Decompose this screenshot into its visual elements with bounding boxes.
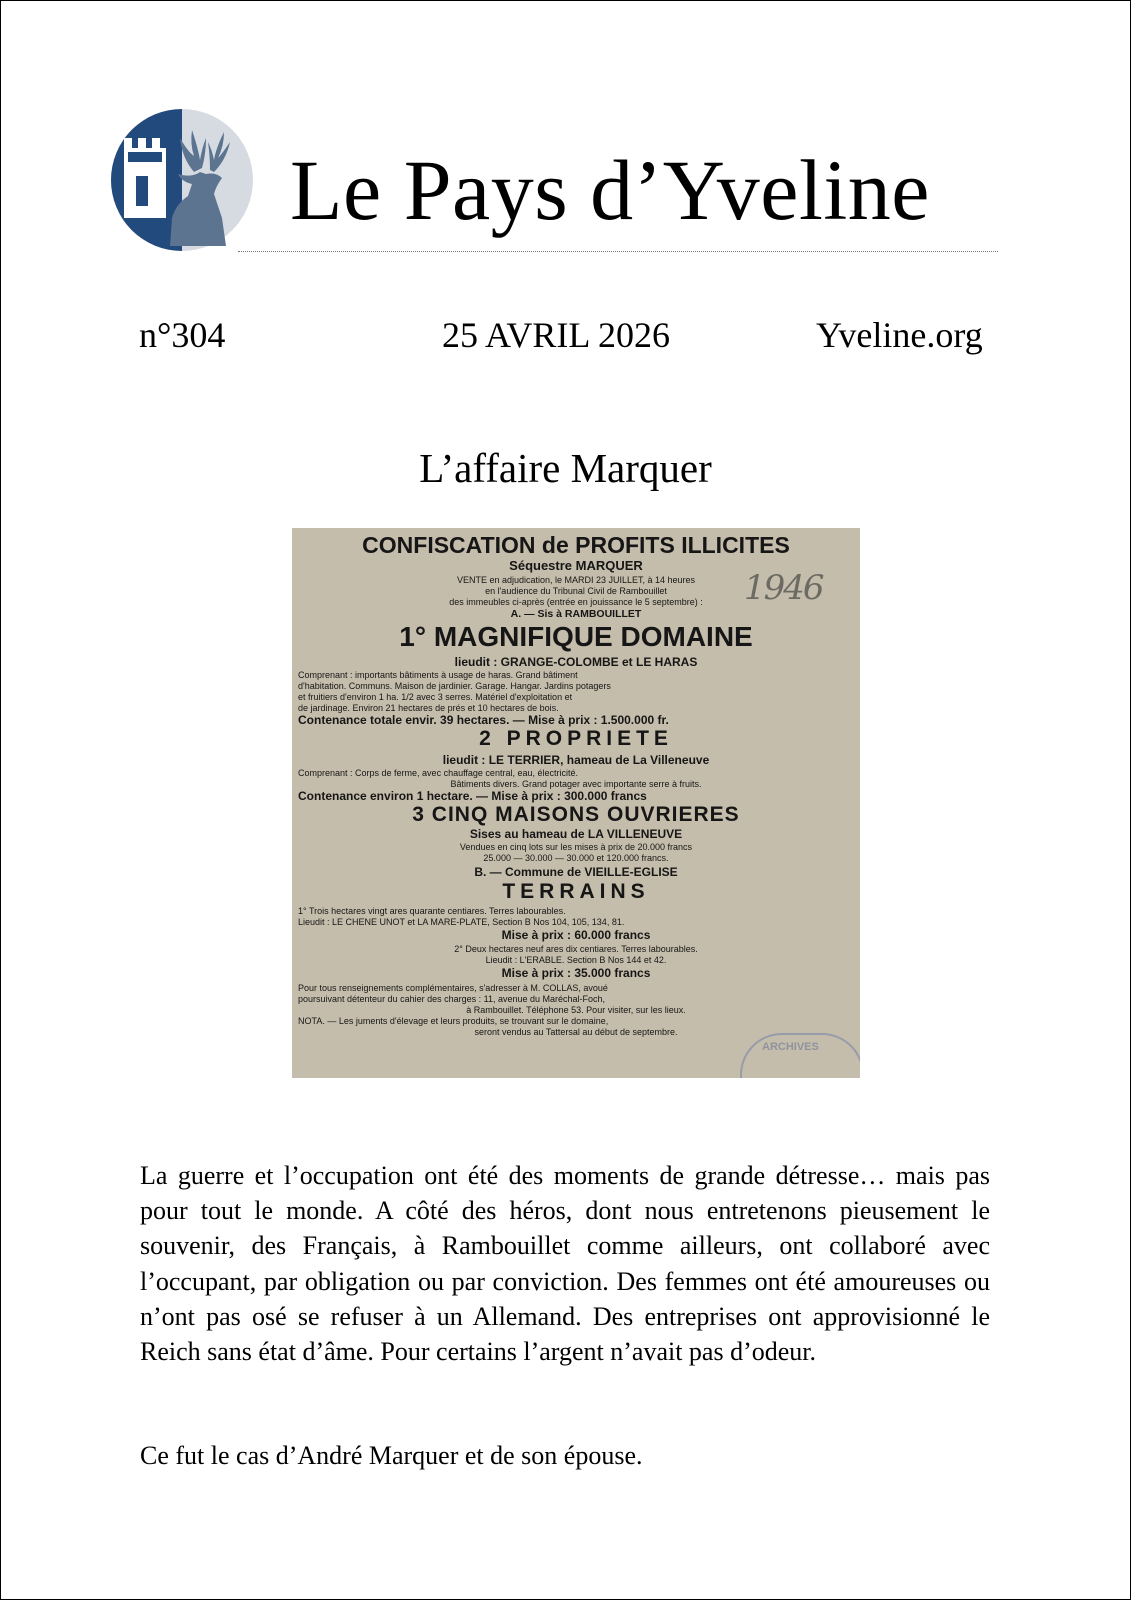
clipping-line: des immeubles ci-après (entrée en jouissance le 5 septembre) : (449, 597, 703, 607)
clipping-line: à Rambouillet. Téléphone 53. Pour visiter, sur les lieux. (466, 1005, 686, 1015)
clipping-line: lieudit : LE TERRIER, hameau de La Villeneuve (442, 753, 710, 767)
clipping-line: 3 CINQ MAISONS OUVRIERES (412, 803, 740, 826)
clipping-line: Mise à prix : 60.000 francs (501, 928, 651, 942)
clipping-line: Sises au hameau de LA VILLENEUVE (469, 827, 683, 841)
clipping-line: Pour tous renseignements complémentaires, s'adresser à M. COLLAS, avoué (298, 983, 608, 993)
clipping-line: Bâtiments divers. Grand potager avec importante serre à fruits. (450, 779, 702, 789)
clipping-line: 1° MAGNIFIQUE DOMAINE (399, 621, 753, 652)
masthead-title: Le Pays d’Yveline (290, 142, 930, 238)
clipping-line: lieudit : GRANGE-COLOMBE et LE HARAS (454, 655, 698, 669)
clipping-line: Lieudit : L'ERABLE. Section B Nos 144 et 42. (485, 955, 667, 965)
clipping-line: d'habitation. Communs. Maison de jardinier. Garage. Hangar. Jardins potagers (298, 681, 611, 691)
clipping-line: seront vendus au Tattersal au début de septembre. (474, 1027, 678, 1037)
clipping-line: A. — Sis à RAMBOUILLET (510, 608, 642, 620)
clipping-line: NOTA. — Les juments d'élevage et leurs produits, se trouvant sur le domaine, (298, 1016, 609, 1026)
clipping-line: 25.000 — 30.000 — 30.000 et 120.000 francs. (483, 853, 669, 863)
clipping-line: VENTE en adjudication, le MARDI 23 JUILLET, à 14 heures (456, 575, 696, 585)
clipping-line: de jardinage. Environ 21 hectares de prés et 10 hectares de bois. (298, 703, 559, 713)
clipping-line: Séquestre MARQUER (509, 558, 643, 573)
clipping-line: Comprenant : importants bâtiments à usage de haras. Grand bâtiment (298, 670, 578, 680)
clipping-line: CONFISCATION de PROFITS ILLICITES (362, 532, 790, 558)
clipping-line: Lieudit : LE CHENE UNOT et LA MARE-PLATE, Section B Nos 104, 105, 134, 81. (298, 917, 625, 927)
clipping-line: TERRAINS (502, 880, 650, 903)
newspaper-clipping-image (292, 528, 860, 1078)
stag-and-tower-logo-icon (110, 108, 254, 252)
handwritten-year: 1946 (744, 568, 823, 608)
clipping-line: Contenance environ 1 hectare. — Mise à prix : 300.000 francs (298, 789, 647, 803)
clipping-line: Comprenant : Corps de ferme, avec chauffage central, eau, électricité. (298, 768, 578, 778)
clipping-line: 1° Trois hectares vingt ares quarante centiares. Terres labourables. (298, 906, 566, 916)
clipping-line: 2° Deux hectares neuf ares dix centiares. Terres labourables. (454, 944, 698, 954)
article-paragraph: La guerre et l’occupation ont été des moments de grande détresse… mais pas pour tout le monde. A côté des héros, dont nous entretenons pieusement le souvenir, des Français, à Rambouillet comme ailleurs, ont collaboré avec l’occupant, par obligation ou par conviction. Des femmes ont été amoureuses ou n’ont pas osé se refuser à un Allemand. Des entreprises ont approvisionné le Reich sans état d’âme. Pour certains l’argent n’avait pas d’odeur. (140, 1161, 990, 1367)
website-link[interactable]: Yveline.org (816, 315, 983, 355)
clipping-line: 2 PROPRIETE (479, 727, 673, 750)
clipping-line: et fruitiers d'environ 1 ha. 1/2 avec 3 serres. Matériel d'exploitation et (298, 692, 573, 702)
issue-date: 25 AVRIL 2026 (442, 315, 671, 355)
clipping-line: B. — Commune de VIEILLE-EGLISE (474, 865, 678, 879)
clipping-line: en l'audience du Tribunal Civil de Rambouillet (485, 586, 667, 596)
article-title: L’affaire Marquer (419, 445, 712, 491)
clipping-line: Vendues en cinq lots sur les mises à prix de 20.000 francs (459, 842, 693, 852)
archives-stamp (740, 1033, 860, 1078)
article-paragraph: Ce fut le cas d’André Marquer et de son épouse. (140, 1441, 643, 1470)
clipping-line: poursuivant détenteur du cahier des charges : 11, avenue du Maréchal-Foch, (298, 994, 606, 1004)
stamp-text: ARCHIVES (762, 1041, 819, 1053)
masthead-divider (238, 251, 998, 252)
clipping-line: Mise à prix : 35.000 francs (501, 966, 651, 980)
issue-number: n°304 (139, 315, 226, 355)
clipping-line: Contenance totale envir. 39 hectares. — Mise à prix : 1.500.000 fr. (298, 713, 669, 727)
